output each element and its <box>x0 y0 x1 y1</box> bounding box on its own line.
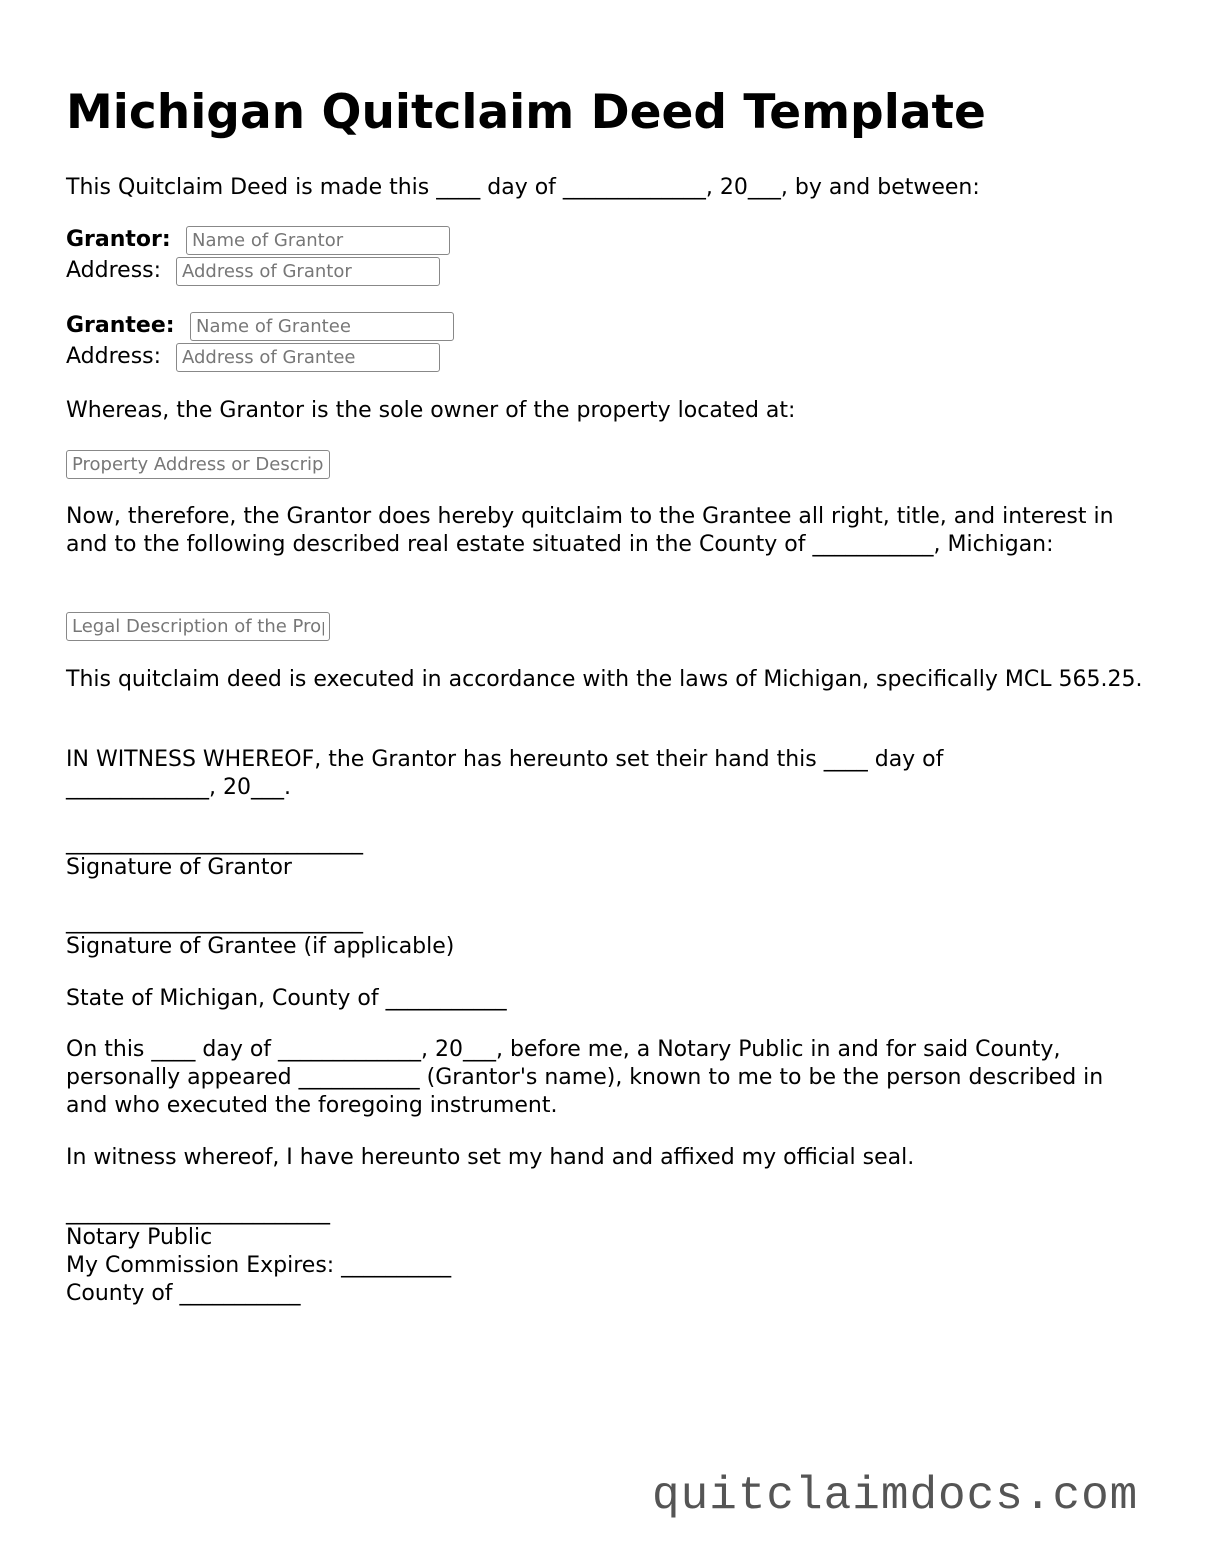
notary-text: On this ____ day of _____________, 20___, before me, a Notary Public in and for said County, personally appeared ___________ (Grantor's name), known to me to be the person described in and who executed the foregoing instrument. <box>66 1037 1104 1118</box>
notary-county: County of ___________ <box>66 1281 301 1306</box>
grantee-label: Grantee: <box>66 313 175 338</box>
executed-text: This quitclaim deed is executed in accordance with the laws of Michigan, specifically MCL 565.25. <box>66 667 1143 692</box>
state-county-text: State of Michigan, County of ___________ <box>66 986 507 1011</box>
notary-signature-line: ________________________ <box>66 1200 330 1225</box>
grantor-address-input[interactable] <box>176 257 440 286</box>
grantee-address-input[interactable] <box>176 343 440 372</box>
witness-text: IN WITNESS WHEREOF, the Grantor has hereunto set their hand this ____ day of _____________, 20___. <box>66 747 944 800</box>
page-title: Michigan Quitclaim Deed Template <box>66 85 986 140</box>
watermark-logo: quitclaimdocs.com <box>652 1470 1139 1522</box>
grantee-name-input[interactable] <box>190 312 454 341</box>
intro-text: This Quitclaim Deed is made this ____ day of _____________, 20___, by and between: <box>66 175 980 200</box>
notary-public-label: Notary Public <box>66 1225 213 1250</box>
grantee-address-label: Address: <box>66 344 162 369</box>
now-therefore-text: Now, therefore, the Grantor does hereby quitclaim to the Grantee all right, title, and interest in and to the following described real estate situated in the County of ___________, Michigan: <box>66 504 1114 557</box>
grantor-signature-label: Signature of Grantor <box>66 855 292 880</box>
grantor-label: Grantor: <box>66 227 171 252</box>
grantor-name-input[interactable] <box>186 226 450 255</box>
grantor-signature-line: ___________________________ <box>66 830 363 855</box>
commission-expires: My Commission Expires: __________ <box>66 1253 452 1278</box>
property-address-input[interactable] <box>66 450 330 479</box>
grantor-address-label: Address: <box>66 258 162 283</box>
whereas-text: Whereas, the Grantor is the sole owner of the property located at: <box>66 398 796 423</box>
legal-description-input[interactable] <box>66 612 330 641</box>
notary-witness-text: In witness whereof, I have hereunto set my hand and affixed my official seal. <box>66 1145 915 1170</box>
grantee-signature-label: Signature of Grantee (if applicable) <box>66 934 455 959</box>
grantee-signature-line: ___________________________ <box>66 909 363 934</box>
